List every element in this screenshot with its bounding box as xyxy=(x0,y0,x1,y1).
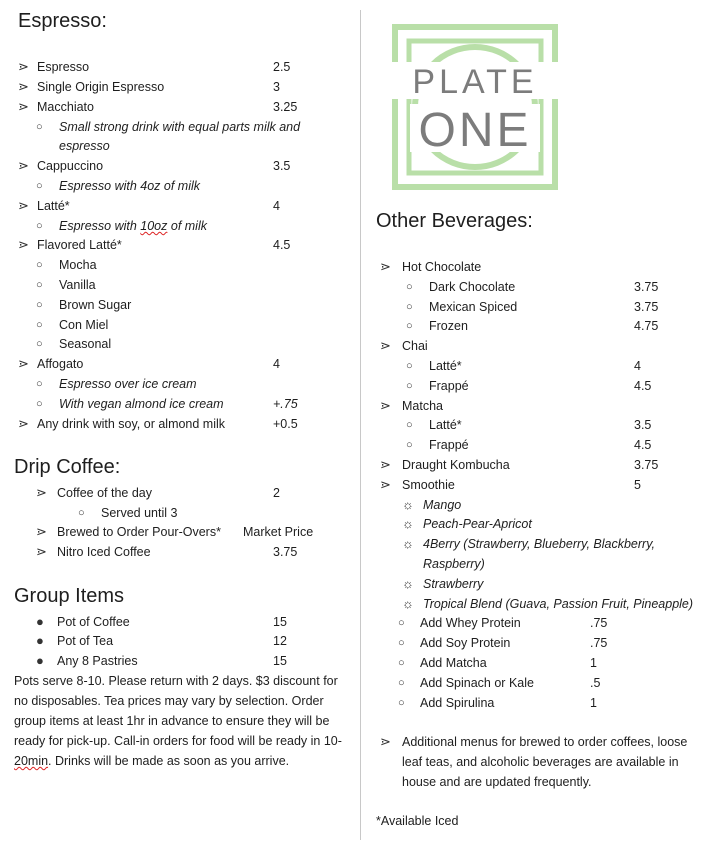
additional-menus-note: Additional menus for brewed to order coffees, loose leaf teas, and alcoholic beverages are available in house and are updated frequently. xyxy=(402,735,688,789)
arrow-bullet-icon: ⋗ xyxy=(18,416,29,431)
sun-bullet-icon: ☼ xyxy=(402,497,414,512)
item-name: Single Origin Espresso xyxy=(37,80,165,94)
logo-text-one: ONE xyxy=(418,104,532,157)
arrow-bullet-icon: ⋗ xyxy=(18,99,29,114)
arrow-bullet-icon: ⋗ xyxy=(380,477,391,492)
circle-bullet-icon: ○ xyxy=(406,320,413,332)
sun-bullet-icon: ☼ xyxy=(402,596,414,611)
arrow-bullet-icon: ⋗ xyxy=(36,524,47,539)
circle-bullet-icon: ○ xyxy=(406,281,413,293)
circle-bullet-icon: ○ xyxy=(36,121,43,133)
circle-bullet-icon: ○ xyxy=(36,220,43,232)
group-items-heading: Group Items xyxy=(14,585,125,607)
arrow-bullet-icon: ⋗ xyxy=(36,544,47,559)
circle-bullet-icon: ○ xyxy=(36,299,43,311)
arrow-bullet-icon: ⋗ xyxy=(18,356,29,371)
item-price: 4 xyxy=(273,199,280,213)
item-name: Macchiato xyxy=(37,100,94,114)
circle-bullet-icon: ○ xyxy=(36,319,43,331)
arrow-bullet-icon: ⋗ xyxy=(18,237,29,252)
sun-bullet-icon: ☼ xyxy=(402,576,414,591)
sun-bullet-icon: ☼ xyxy=(402,516,414,531)
circle-bullet-icon: ○ xyxy=(406,380,413,392)
plate-one-logo xyxy=(392,24,558,190)
item-name: Latté* xyxy=(37,199,70,213)
arrow-bullet-icon: ⋗ xyxy=(380,457,391,472)
item-price: 4 xyxy=(273,357,280,371)
item-name: Flavored Latté* xyxy=(37,238,122,252)
circle-bullet-icon: ○ xyxy=(398,657,405,669)
arrow-bullet-icon: ⋗ xyxy=(380,259,391,274)
item-name: Cappuccino xyxy=(37,159,104,173)
item-name: Nitro Iced Coffee xyxy=(57,545,151,559)
circle-bullet-icon: ○ xyxy=(36,180,43,192)
item-name: Coffee of the day xyxy=(57,486,152,500)
circle-bullet-icon: ○ xyxy=(36,398,43,410)
circle-bullet-icon: ○ xyxy=(398,617,405,629)
item-price: 4.5 xyxy=(273,238,291,252)
circle-bullet-icon: ○ xyxy=(406,439,413,451)
circle-bullet-icon: ○ xyxy=(406,419,413,431)
item-price: 3.25 xyxy=(273,100,298,114)
item-price: 2.5 xyxy=(273,60,291,74)
circle-bullet-icon: ○ xyxy=(406,360,413,372)
circle-bullet-icon: ○ xyxy=(406,301,413,313)
arrow-bullet-icon: ⋗ xyxy=(18,158,29,173)
item-name: Espresso xyxy=(37,60,90,74)
arrow-bullet-icon: ⋗ xyxy=(380,338,391,353)
sun-bullet-icon: ☼ xyxy=(402,536,414,551)
arrow-bullet-icon: ⋗ xyxy=(18,198,29,213)
circle-bullet-icon: ○ xyxy=(78,507,85,519)
dot-bullet-icon: ● xyxy=(36,633,44,648)
espresso-heading: Espresso: xyxy=(18,10,107,32)
item-price: Market Price xyxy=(243,525,314,539)
arrow-bullet-icon: ⋗ xyxy=(36,485,47,500)
circle-bullet-icon: ○ xyxy=(36,338,43,350)
circle-bullet-icon: ○ xyxy=(398,677,405,689)
drip-coffee-heading: Drip Coffee: xyxy=(14,456,121,478)
item-name: Any drink with soy, or almond milk xyxy=(37,417,226,431)
item-price: 3 xyxy=(273,80,280,94)
circle-bullet-icon: ○ xyxy=(36,259,43,271)
circle-bullet-icon: ○ xyxy=(398,637,405,649)
other-beverages-heading: Other Beverages: xyxy=(376,210,533,232)
arrow-bullet-icon: ⋗ xyxy=(18,59,29,74)
arrow-bullet-icon: ⋗ xyxy=(380,734,391,749)
arrow-bullet-icon: ⋗ xyxy=(380,398,391,413)
item-price: +0.5 xyxy=(273,417,298,431)
logo-text-plate: PLATE xyxy=(412,63,538,101)
item-price: 3.75 xyxy=(273,545,298,559)
circle-bullet-icon: ○ xyxy=(36,279,43,291)
dot-bullet-icon: ● xyxy=(36,614,44,629)
item-price: 2 xyxy=(273,486,280,500)
item-name: Affogato xyxy=(37,357,84,371)
arrow-bullet-icon: ⋗ xyxy=(18,79,29,94)
column-divider xyxy=(360,10,361,840)
circle-bullet-icon: ○ xyxy=(398,697,405,709)
item-name: Brewed to Order Pour-Overs* xyxy=(57,525,221,539)
item-price: +.75 xyxy=(273,397,298,411)
dot-bullet-icon: ● xyxy=(36,653,44,668)
item-price: 3.5 xyxy=(273,159,291,173)
circle-bullet-icon: ○ xyxy=(36,378,43,390)
group-items-note: Pots serve 8-10. Please return with 2 days. $3 discount for no disposables. Tea prices may vary by selection. Order group items at least 1hr in advance to ensure they will be ready for pick-up. Call-in orders for food will be ready in 10-20min. Drinks will be made as soon as you arrive. xyxy=(14,674,342,768)
